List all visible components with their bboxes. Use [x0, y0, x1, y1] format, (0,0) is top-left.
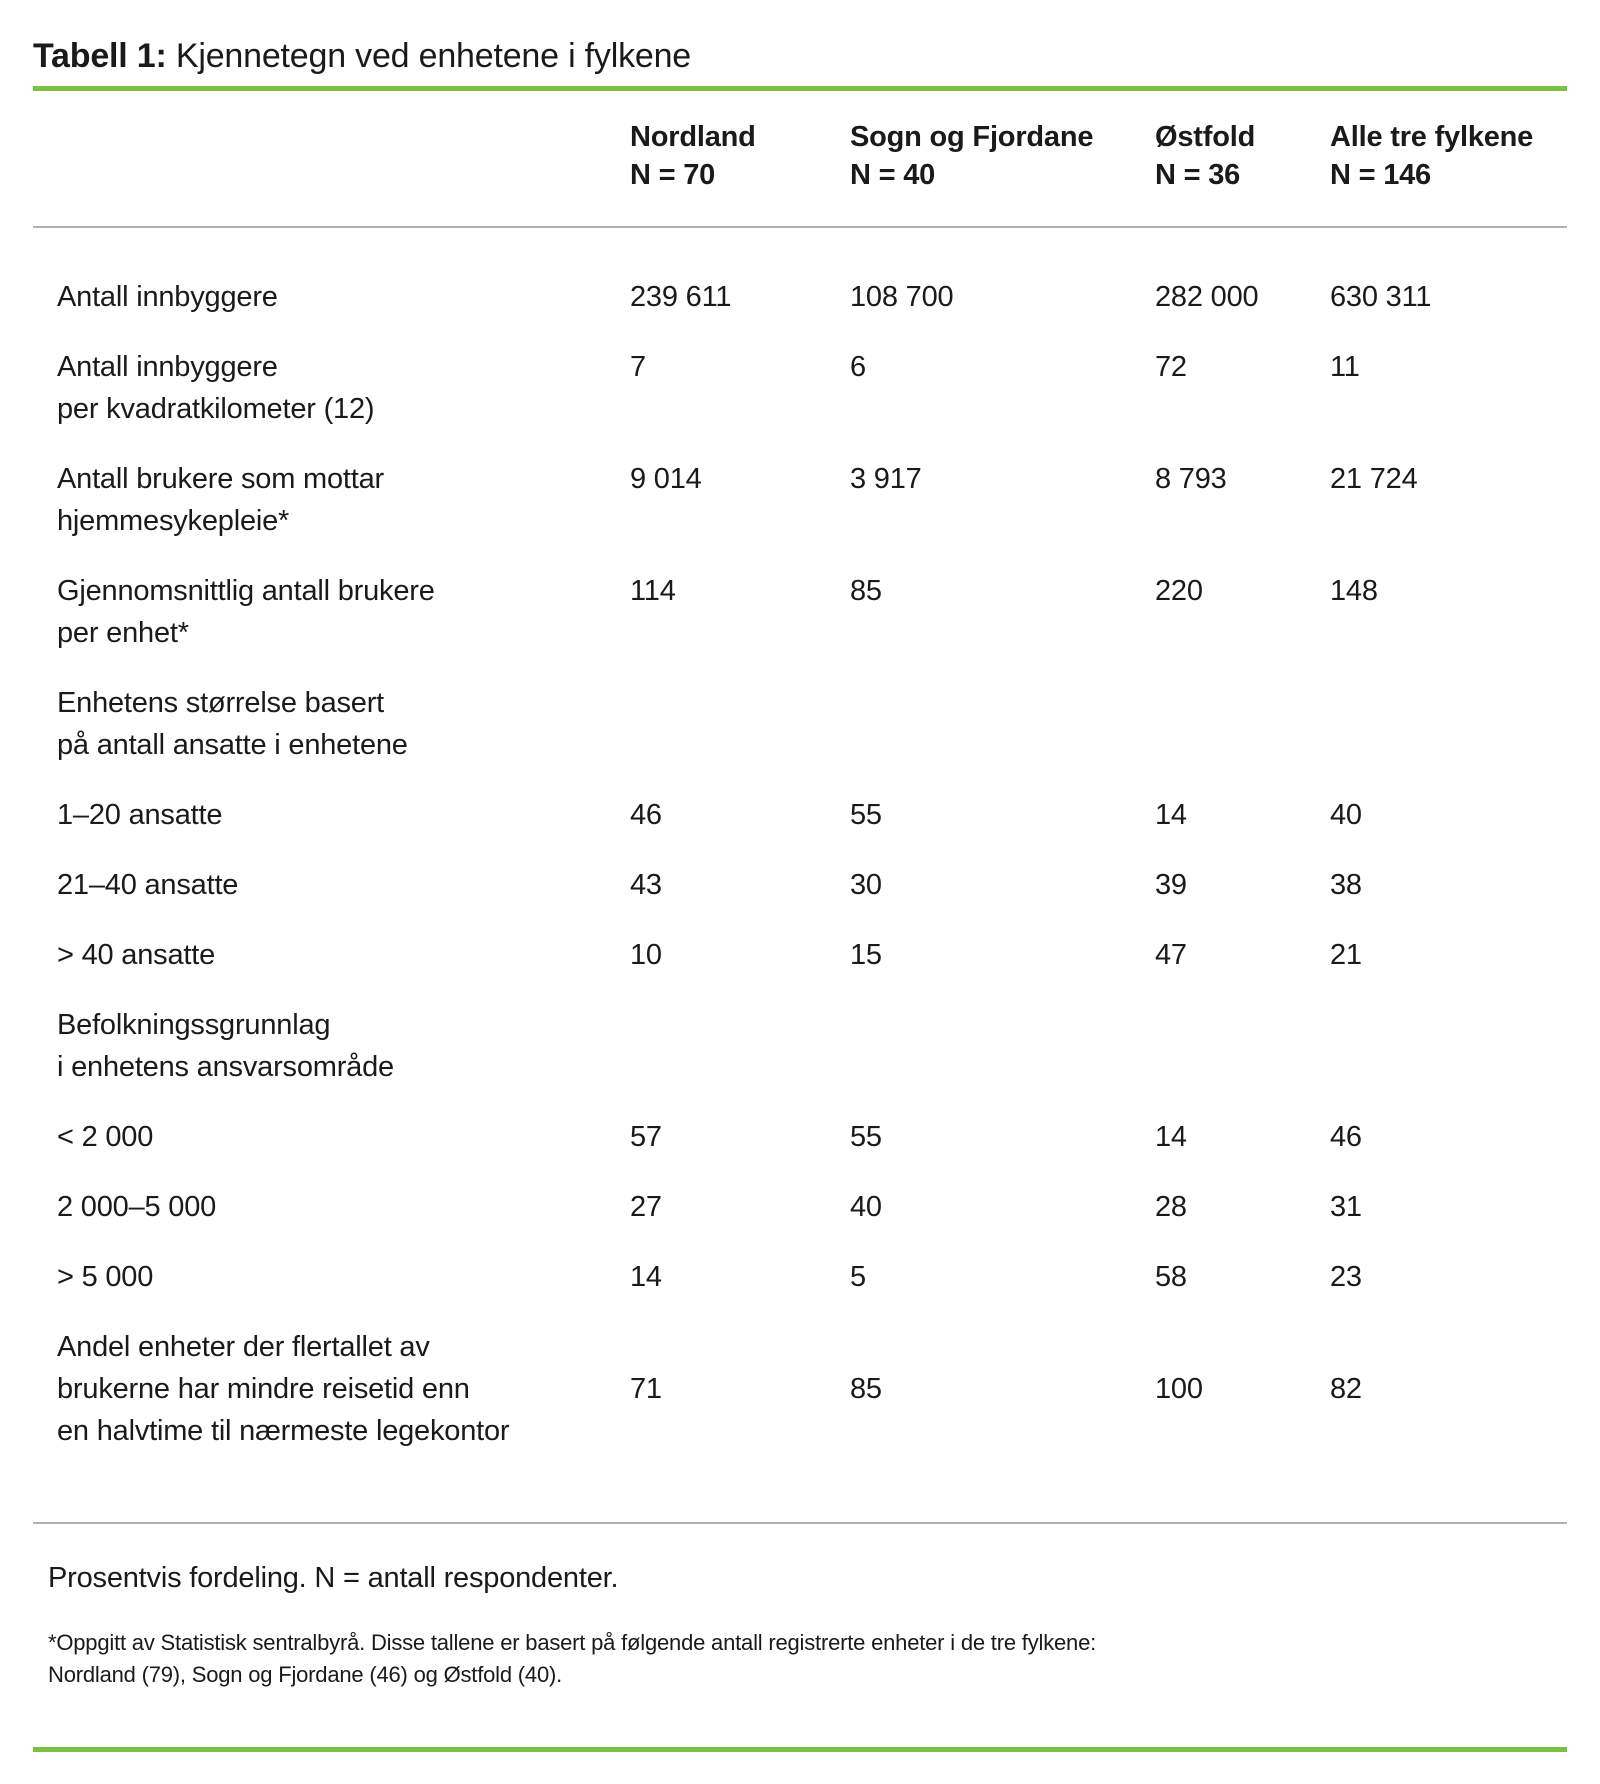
row-label — [33, 346, 630, 430]
row-value: 85 — [850, 575, 882, 607]
table-number-label: Tabell 1: — [33, 37, 167, 75]
row-value: 7 — [630, 351, 646, 383]
footnote-line-2: Nordland (79), Sogn og Fjordane (46) og Østfold (40). — [48, 1662, 563, 1687]
row-value: 39 — [1155, 869, 1187, 901]
table-row-5 — [33, 780, 1567, 850]
table-legend: Prosentvis fordeling. N = antall respondenter. — [48, 1562, 619, 1594]
row-label-line: Befolkningssgrunnlag — [57, 1009, 331, 1041]
row-label — [33, 1256, 630, 1298]
row-value: 21 — [1330, 939, 1362, 971]
row-label-line: > 5 000 — [57, 1261, 154, 1293]
row-value: 282 000 — [1155, 281, 1259, 313]
row-value: 30 — [850, 869, 882, 901]
col-n: N = 70 — [630, 159, 716, 191]
row-value: 11 — [1330, 351, 1360, 383]
row-value: 85 — [850, 1373, 882, 1405]
row-value: 14 — [1155, 799, 1187, 831]
row-value: 40 — [850, 1191, 882, 1223]
col-n: N = 40 — [850, 159, 936, 191]
row-value: 220 — [1155, 575, 1203, 607]
row-label — [33, 458, 630, 542]
row-label-line: 1–20 ansatte — [57, 799, 223, 831]
col-name: Østfold — [1155, 121, 1256, 153]
col-name: Nordland — [630, 121, 756, 153]
row-value: 21 724 — [1330, 463, 1418, 495]
table-row-3 — [33, 556, 1567, 668]
row-value: 3 917 — [850, 463, 922, 495]
row-value: 9 014 — [630, 463, 702, 495]
row-label — [33, 682, 630, 766]
row-label — [33, 570, 630, 654]
row-label — [33, 1326, 630, 1452]
table-row-7 — [33, 920, 1567, 990]
row-value: 630 311 — [1330, 281, 1432, 313]
header-col-sogn-og-fjordane — [850, 118, 1155, 194]
row-value: 55 — [850, 799, 882, 831]
row-label-line: per enhet* — [57, 617, 189, 649]
row-value: 40 — [1330, 799, 1362, 831]
header-empty-cell — [33, 118, 630, 194]
row-label-line: 21–40 ansatte — [57, 869, 239, 901]
row-value: 5 — [850, 1261, 866, 1293]
row-value: 108 700 — [850, 281, 954, 313]
row-value: 14 — [630, 1261, 662, 1293]
table-header-row — [33, 91, 1567, 226]
row-value: 38 — [1330, 869, 1362, 901]
row-label — [33, 934, 630, 976]
row-value: 239 611 — [630, 281, 732, 313]
row-label-line: > 40 ansatte — [57, 939, 216, 971]
row-value: 8 793 — [1155, 463, 1227, 495]
row-value: 28 — [1155, 1191, 1187, 1223]
row-label-line: hjemmesykepleie* — [57, 505, 290, 537]
table-title — [33, 36, 1567, 76]
table-row-2 — [33, 444, 1567, 556]
row-label-line: Antall innbyggere — [57, 351, 278, 383]
bottom-accent-rule — [33, 1747, 1567, 1752]
row-label-line: Andel enheter der flertallet av — [57, 1331, 430, 1363]
header-col-nordland — [630, 118, 850, 194]
row-value: 100 — [1155, 1373, 1203, 1405]
row-label — [33, 1116, 630, 1158]
row-label-line: Enhetens størrelse basert — [57, 687, 385, 719]
col-n: N = 146 — [1330, 159, 1431, 191]
row-value: 57 — [630, 1121, 662, 1153]
row-label-line: i enhetens ansvarsområde — [57, 1051, 394, 1083]
row-value: 82 — [1330, 1373, 1362, 1405]
table-row-10 — [33, 1172, 1567, 1242]
row-value: 27 — [630, 1191, 662, 1223]
table-row-0 — [33, 262, 1567, 332]
table-body — [33, 228, 1567, 1466]
row-label-line: < 2 000 — [57, 1121, 154, 1153]
table-footnote — [33, 1627, 1567, 1691]
header-col-ostfold — [1155, 118, 1330, 194]
table-row-11 — [33, 1242, 1567, 1312]
row-label — [33, 276, 630, 318]
row-value: 6 — [850, 351, 866, 383]
row-value: 47 — [1155, 939, 1187, 971]
table-row-1 — [33, 332, 1567, 444]
col-name: Sogn og Fjordane — [850, 121, 1094, 153]
table-section-row-8 — [33, 990, 1567, 1102]
col-n: N = 36 — [1155, 159, 1241, 191]
col-name: Alle tre fylkene — [1330, 121, 1534, 153]
row-label — [33, 1004, 630, 1088]
row-value: 58 — [1155, 1261, 1187, 1293]
row-label-line: Antall innbyggere — [57, 281, 278, 313]
row-value: 55 — [850, 1121, 882, 1153]
footer-divider — [33, 1522, 1567, 1524]
row-label — [33, 1186, 630, 1228]
table-row-12 — [33, 1312, 1567, 1466]
row-value: 114 — [630, 575, 676, 607]
row-label-line: på antall ansatte i enhetene — [57, 729, 408, 761]
row-value: 46 — [630, 799, 662, 831]
row-value: 23 — [1330, 1261, 1362, 1293]
row-label-line: 2 000–5 000 — [57, 1191, 217, 1223]
row-value: 71 — [630, 1373, 662, 1405]
row-value: 10 — [630, 939, 662, 971]
row-value: 72 — [1155, 351, 1187, 383]
row-label-line: brukerne har mindre reisetid enn — [57, 1373, 470, 1405]
header-col-alle-tre-fylkene — [1330, 118, 1567, 194]
row-label — [33, 864, 630, 906]
row-value: 31 — [1330, 1191, 1362, 1223]
row-value: 14 — [1155, 1121, 1187, 1153]
row-label-line: Gjennomsnittlig antall brukere — [57, 575, 435, 607]
row-label-line: Antall brukere som mottar — [57, 463, 385, 495]
row-value: 46 — [1330, 1121, 1362, 1153]
table-row-9 — [33, 1102, 1567, 1172]
row-label-line: en halvtime til nærmeste legekontor — [57, 1415, 510, 1447]
row-value: 148 — [1330, 575, 1378, 607]
footnote-line-1: *Oppgitt av Statistisk sentralbyrå. Disse tallene er basert på følgende antall registrerte enheter i de tre fylkene: — [48, 1630, 1097, 1655]
table-caption: Kjennetegn ved enhetene i fylkene — [175, 37, 691, 75]
row-value: 43 — [630, 869, 662, 901]
row-label — [33, 794, 630, 836]
row-label-line: per kvadratkilometer (12) — [57, 393, 375, 425]
table-row-6 — [33, 850, 1567, 920]
row-value: 15 — [850, 939, 882, 971]
table-section-row-4 — [33, 668, 1567, 780]
